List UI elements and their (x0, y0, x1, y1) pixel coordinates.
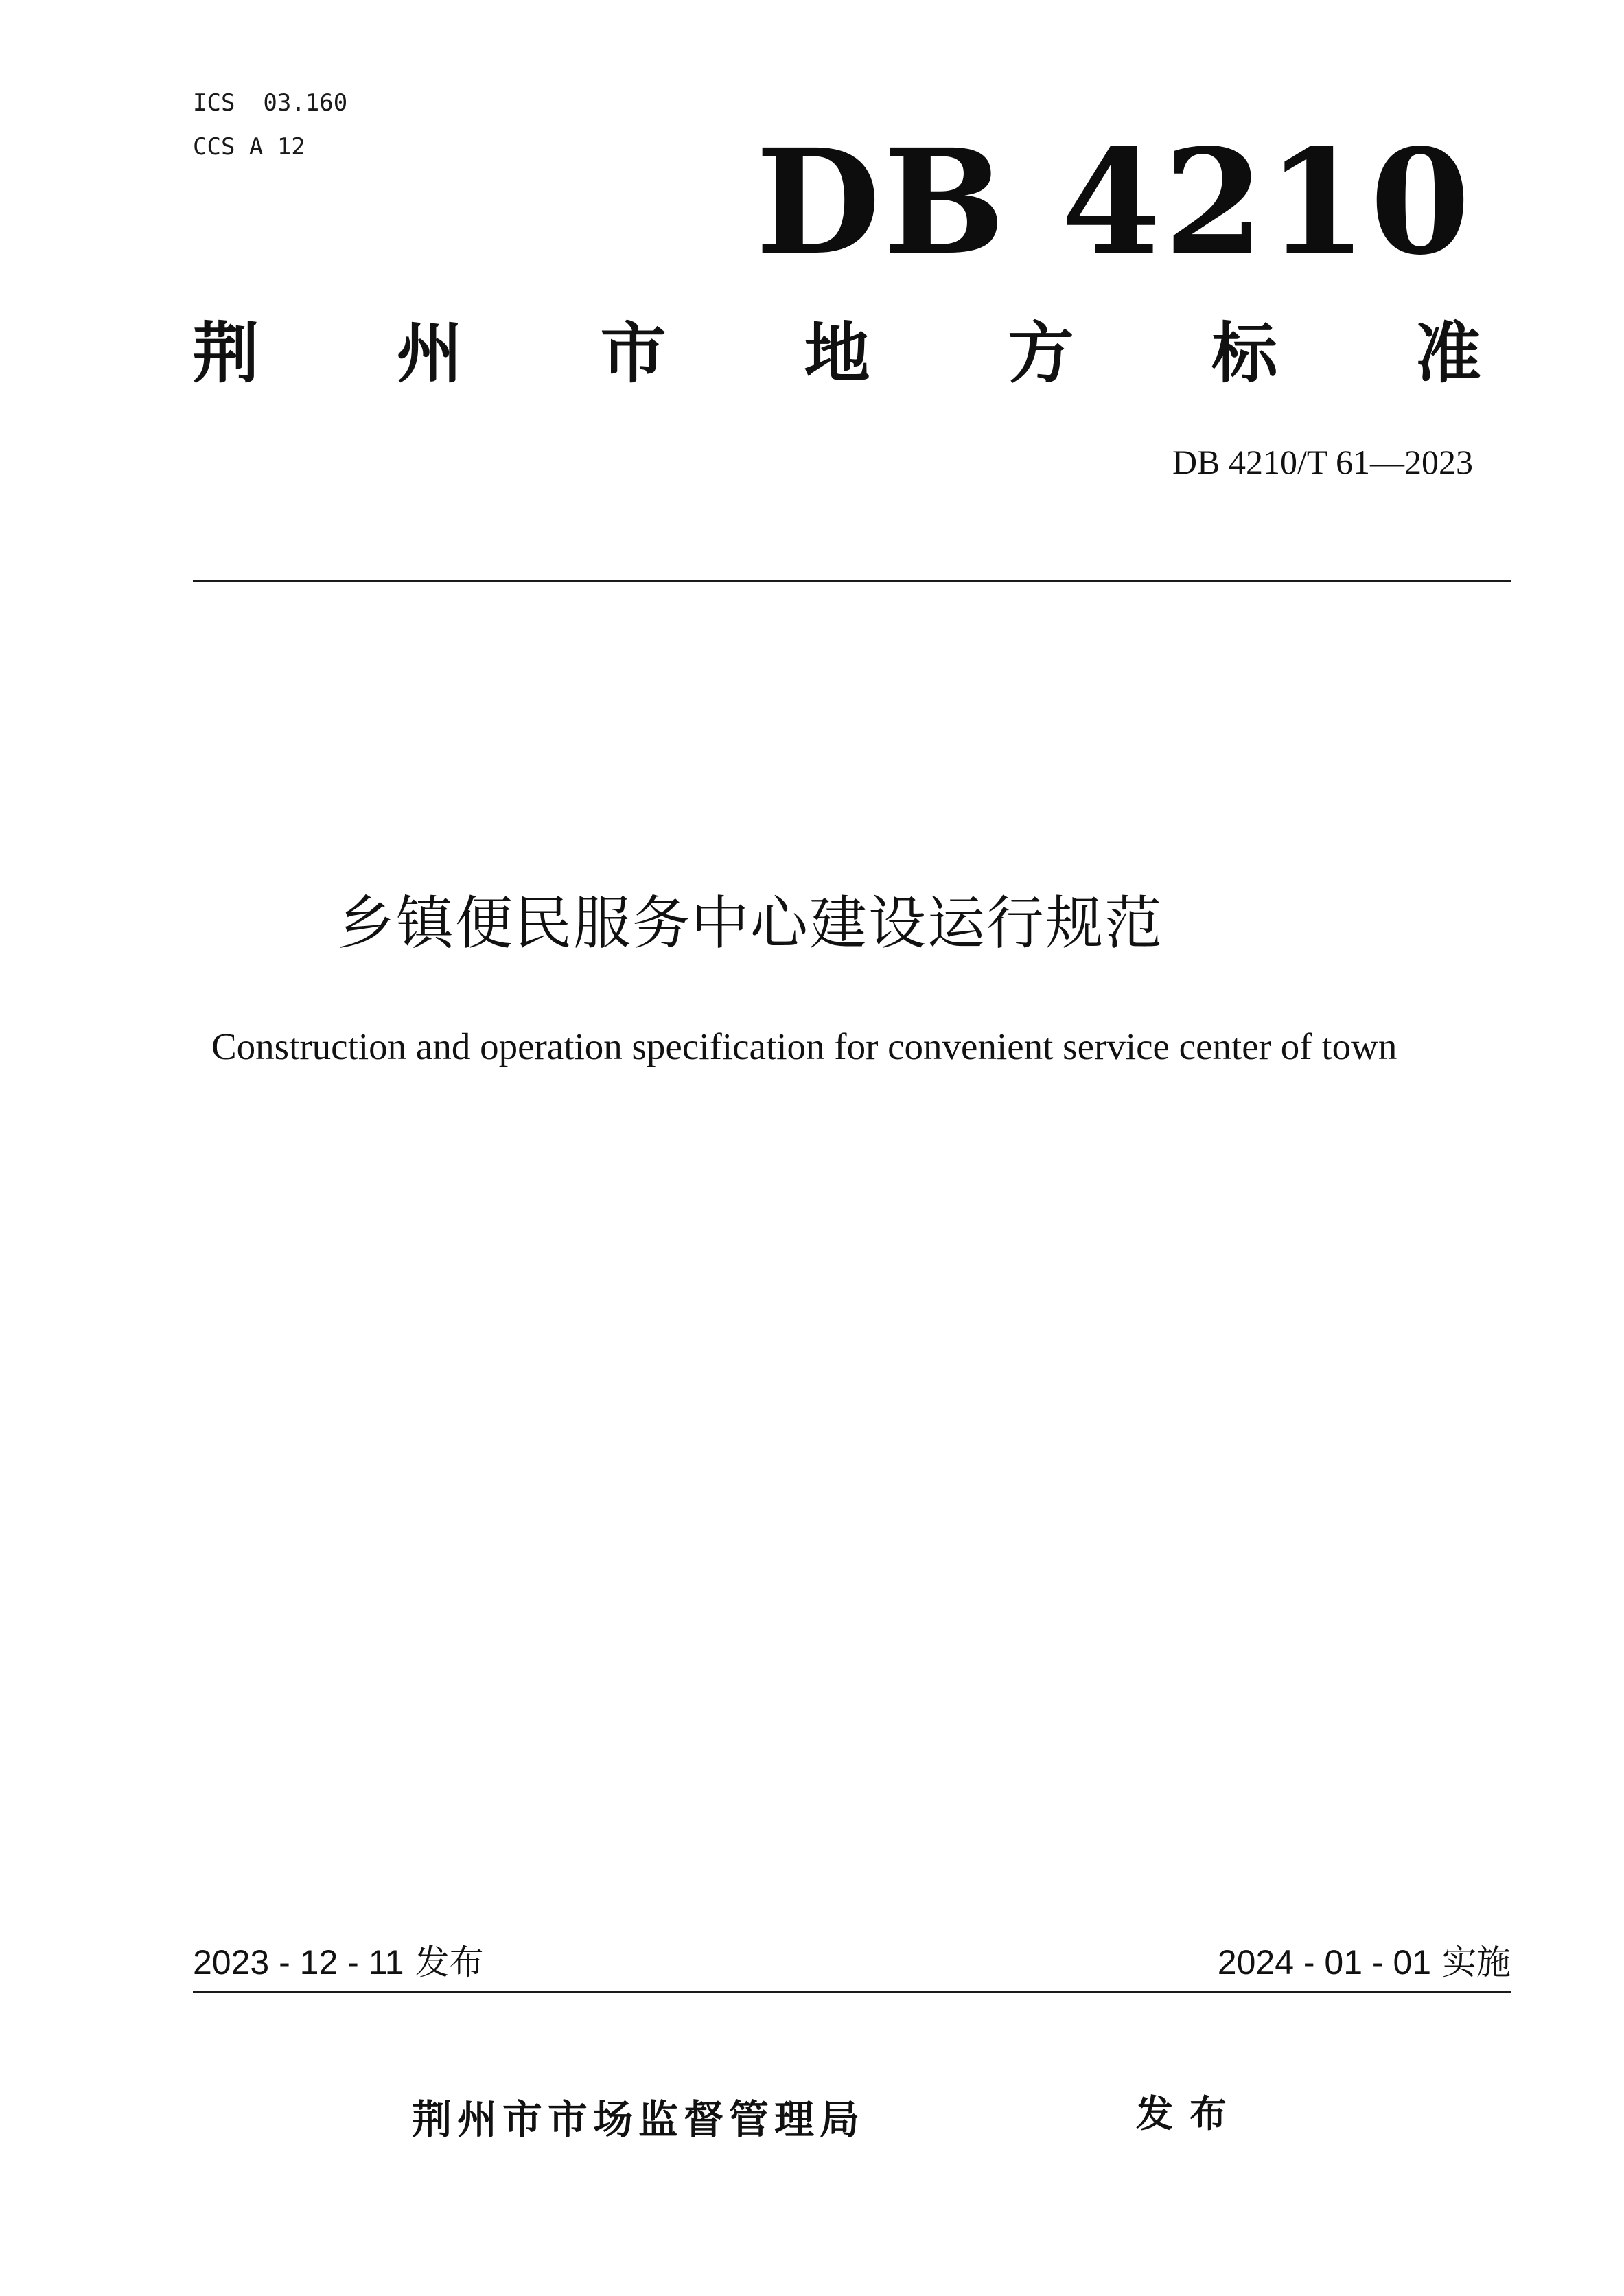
header-divider (193, 580, 1511, 582)
issue-date: 2023 - 12 - 11 (193, 1943, 404, 1982)
ccs-code: CCS A 12 (193, 133, 305, 161)
classification-codes (193, 81, 347, 169)
standard-type-char: 州 (396, 315, 463, 392)
standard-type-char: 地 (804, 315, 870, 392)
standard-type-char: 方 (1008, 315, 1074, 392)
document-title-chinese: 乡镇便民服务中心建设运行规范 (336, 890, 1163, 957)
standard-type-char: 标 (1211, 315, 1278, 392)
document-title-english: Construction and operation specification for convenient service center of town (211, 1025, 1397, 1067)
standard-type-char: 准 (1415, 315, 1481, 392)
standard-code: DB 4210 (755, 117, 1473, 287)
effective-date: 2024 - 01 - 01 (1217, 1943, 1432, 1982)
standard-type-char: 荆 (193, 315, 259, 392)
issue-label: 发布 (415, 1943, 484, 1982)
effective-label: 实施 (1442, 1943, 1511, 1982)
publisher-name: 荆州市市场监督管理局 (412, 2096, 866, 2143)
effective-date-line (1218, 1940, 1511, 1985)
publisher-label: 发布 (1136, 2092, 1243, 2135)
standard-type-char: 市 (600, 315, 666, 392)
ics-code: ICS 03.160 (193, 89, 348, 117)
standard-number: DB 4210/T 61—2023 (1172, 443, 1473, 481)
standard-type-title (193, 312, 1481, 395)
issue-date-line (193, 1940, 484, 1985)
footer-divider (193, 1991, 1511, 1993)
